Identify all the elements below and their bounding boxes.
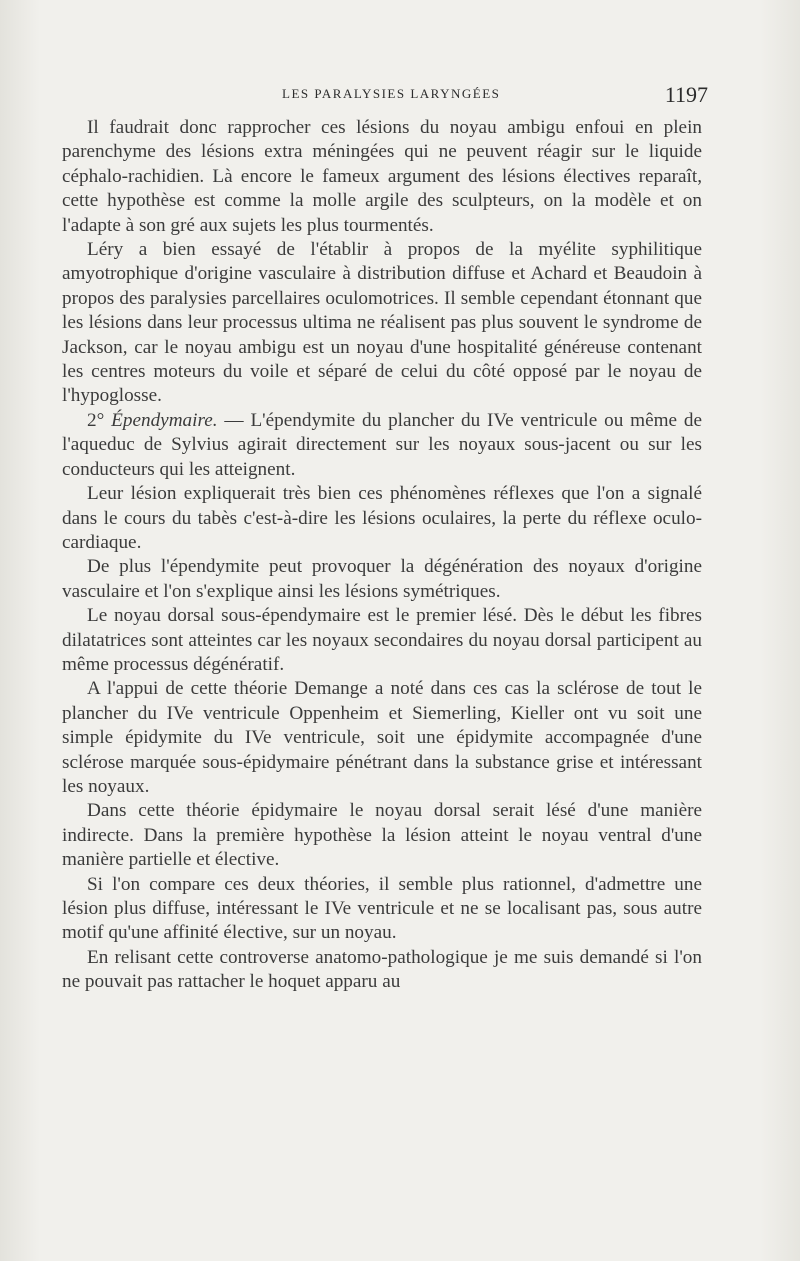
section-title: Épendymaire. xyxy=(111,409,218,431)
paragraph: Dans cette théorie épidymaire le noyau dorsal serait lésé d'une manière indirecte. Dans la première hypothèse la lésion atteint le noyau ventral d'une manière partielle et élective. xyxy=(62,800,702,871)
page-number: 1197 xyxy=(664,82,708,107)
paragraph: Leur lésion expliquerait très bien ces phénomènes réflexes que l'on a signalé dans le cours du tabès c'est-à-dire les lésions oculaires, la perte du réflexe oculo-cardiaque. xyxy=(62,483,702,553)
body-text xyxy=(62,116,702,995)
section-paragraph xyxy=(62,409,702,482)
running-title: LES PARALYSIES LARYNGÉES xyxy=(282,86,501,101)
section-number: 2° xyxy=(87,409,105,431)
page-header xyxy=(62,82,708,110)
paragraph: En relisant cette controverse anatomo-pathologique je me suis demandé si l'on ne pouvait pas rattacher le hoquet apparu au xyxy=(62,946,702,993)
paragraph: Léry a bien essayé de l'établir à propos de la myélite syphilitique amyotrophique d'origine vasculaire à distribution diffuse et Achard et Beaudoin à propos des paralysies parcellaires oculomotrices. Il semble cependant étonnant que les lésions dans leur processus ultima ne réalisent pas plus souvent le syndrome de Jackson, car le noyau ambigu est un noyau d'une hospitalité généreuse contenant les centres moteurs du voile et séparé de celui du côté opposé par le noyau de l'hypoglosse. xyxy=(62,239,702,407)
paragraph: De plus l'épendymite peut provoquer la dégénération des noyaux d'origine vasculaire et l'on s'explique ainsi les lésions symétriques. xyxy=(62,556,702,602)
section-text: — L'épendymite du plancher du IVe ventricule ou même de l'aqueduc de Sylvius agirait directement sur les noyaux sous-jacent ou sur les conducteurs qui les atteignent. xyxy=(62,409,703,480)
paragraph: Le noyau dorsal sous-épendymaire est le premier lésé. Dès le début les fibres dilatatrices sont atteintes car les noyaux secondaires du noyau dorsal participent au même processus dégénératif. xyxy=(62,605,702,675)
paragraph: Si l'on compare ces deux théories, il semble plus rationnel, d'admettre une lésion plus diffuse, intéressant le IVe ventricule et ne se localisant pas, sous autre motif qu'une affinité élective, sur un noyau. xyxy=(62,873,702,944)
paragraph: Il faudrait donc rapprocher ces lésions du noyau ambigu enfoui en plein parenchyme des lésions extra méningées qui ne peuvent réagir sur le liquide céphalo-rachidien. Là encore le fameux argument des lésions électives reparaît, cette hypothèse est comme la molle argile des sculpteurs, on la modèle et on l'adapte à son gré aux sujets les plus tourmentés. xyxy=(62,117,702,236)
paragraph: A l'appui de cette théorie Demange a noté dans ces cas la sclérose de tout le plancher du IVe ventricule Oppenheim et Siemerling, Kieller ont vu soit une simple épidymite du IVe ventricule, soit une épidymite accompagnée d'une sclérose marquée sous-épidymaire pénétrant dans la substance grise et intéressant les noyaux. xyxy=(62,678,702,797)
